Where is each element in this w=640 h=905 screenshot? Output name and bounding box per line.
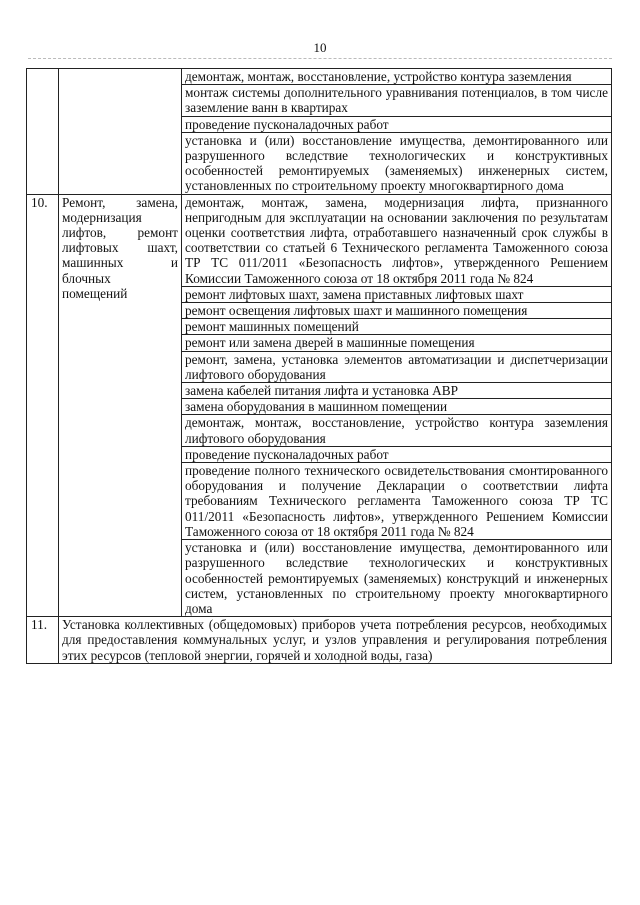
- work-item: демонтаж, монтаж, восстановление, устройство контура заземления лифтового оборудования: [182, 415, 612, 446]
- table-row: [27, 617, 612, 664]
- work-item: демонтаж, монтаж, восстановление, устройство контура заземления: [182, 69, 612, 85]
- page-number: 10: [313, 40, 327, 55]
- table-row: [27, 69, 612, 85]
- work-item: монтаж системы дополнительного уравнивания потенциалов, в том числе заземление ванн в квартирах: [182, 85, 612, 116]
- work-item: ремонт машинных помещений: [182, 319, 612, 335]
- work-type-cell: [59, 194, 182, 616]
- header-divider: [28, 58, 612, 59]
- work-item: ремонт лифтовых шахт, замена приставных лифтовых шахт: [182, 286, 612, 302]
- work-item: проведение полного технического освидетельствования смонтированного оборудования и получение Декларации о соответствии лифта требованиям Технического регламента Таможенного союза ТР ТС 011/2011 «Безопасность лифтов», утвержденного Решением Комиссии Таможенного союза от 18 октября 2011 года № 824: [182, 463, 612, 540]
- row-number-cell: 11.: [27, 617, 59, 664]
- work-type-cell: Установка коллективных (общедомовых) приборов учета потребления ресурсов, необходимых для предоставления коммунальных услуг, и узлов управления и регулирования потребления этих ресурсов (тепловой энергии, горячей и холодной воды, газа): [59, 617, 612, 664]
- work-item: замена оборудования в машинном помещении: [182, 399, 612, 415]
- work-item: демонтаж, монтаж, замена, модернизация лифта, признанного непригодным для эксплуатации на основании заключения по результатам оценки соответствия лифта, отработавшего назначенный срок службы в соответствии со статьей 6 Технического регламента Таможенного союза ТР ТС 011/2011 «Безопасность лифтов», утвержденного Решением Комиссии Таможенного союза от 18 октября 2011 года № 824: [182, 194, 612, 286]
- work-item: установка и (или) восстановление имущества, демонтированного или разрушенного вследствие технологических и конструктивных особенностей ремонтируемых (заменяемых) конструкций и инженерных систем, установленных по строительному проекту многоквартирного дома: [182, 540, 612, 617]
- work-item: ремонт освещения лифтовых шахт и машинного помещения: [182, 303, 612, 319]
- work-item: замена кабелей питания лифта и установка АВР: [182, 383, 612, 399]
- works-table: [26, 68, 612, 664]
- work-item: проведение пусконаладочных работ: [182, 446, 612, 462]
- row-number-cell: 10.: [27, 194, 59, 616]
- work-item: проведение пусконаладочных работ: [182, 116, 612, 132]
- row-number-cell: [27, 69, 59, 195]
- table-row: [27, 194, 612, 286]
- work-item: установка и (или) восстановление имущества, демонтированного или разрушенного вследствие технологических и конструктивных особенностей ремонтируемых (заменяемых) инженерных систем, установленных по строительному проекту многоквартирного дома: [182, 132, 612, 194]
- work-item: ремонт или замена дверей в машинные помещения: [182, 335, 612, 351]
- work-type-cell: [59, 69, 182, 195]
- work-type-label: Ремонт, замена, модернизация лифтов, ремонт лифтовых шахт, машинных и блочных помещений: [62, 194, 178, 301]
- work-item: ремонт, замена, установка элементов автоматизации и диспетчеризации лифтового оборудования: [182, 351, 612, 382]
